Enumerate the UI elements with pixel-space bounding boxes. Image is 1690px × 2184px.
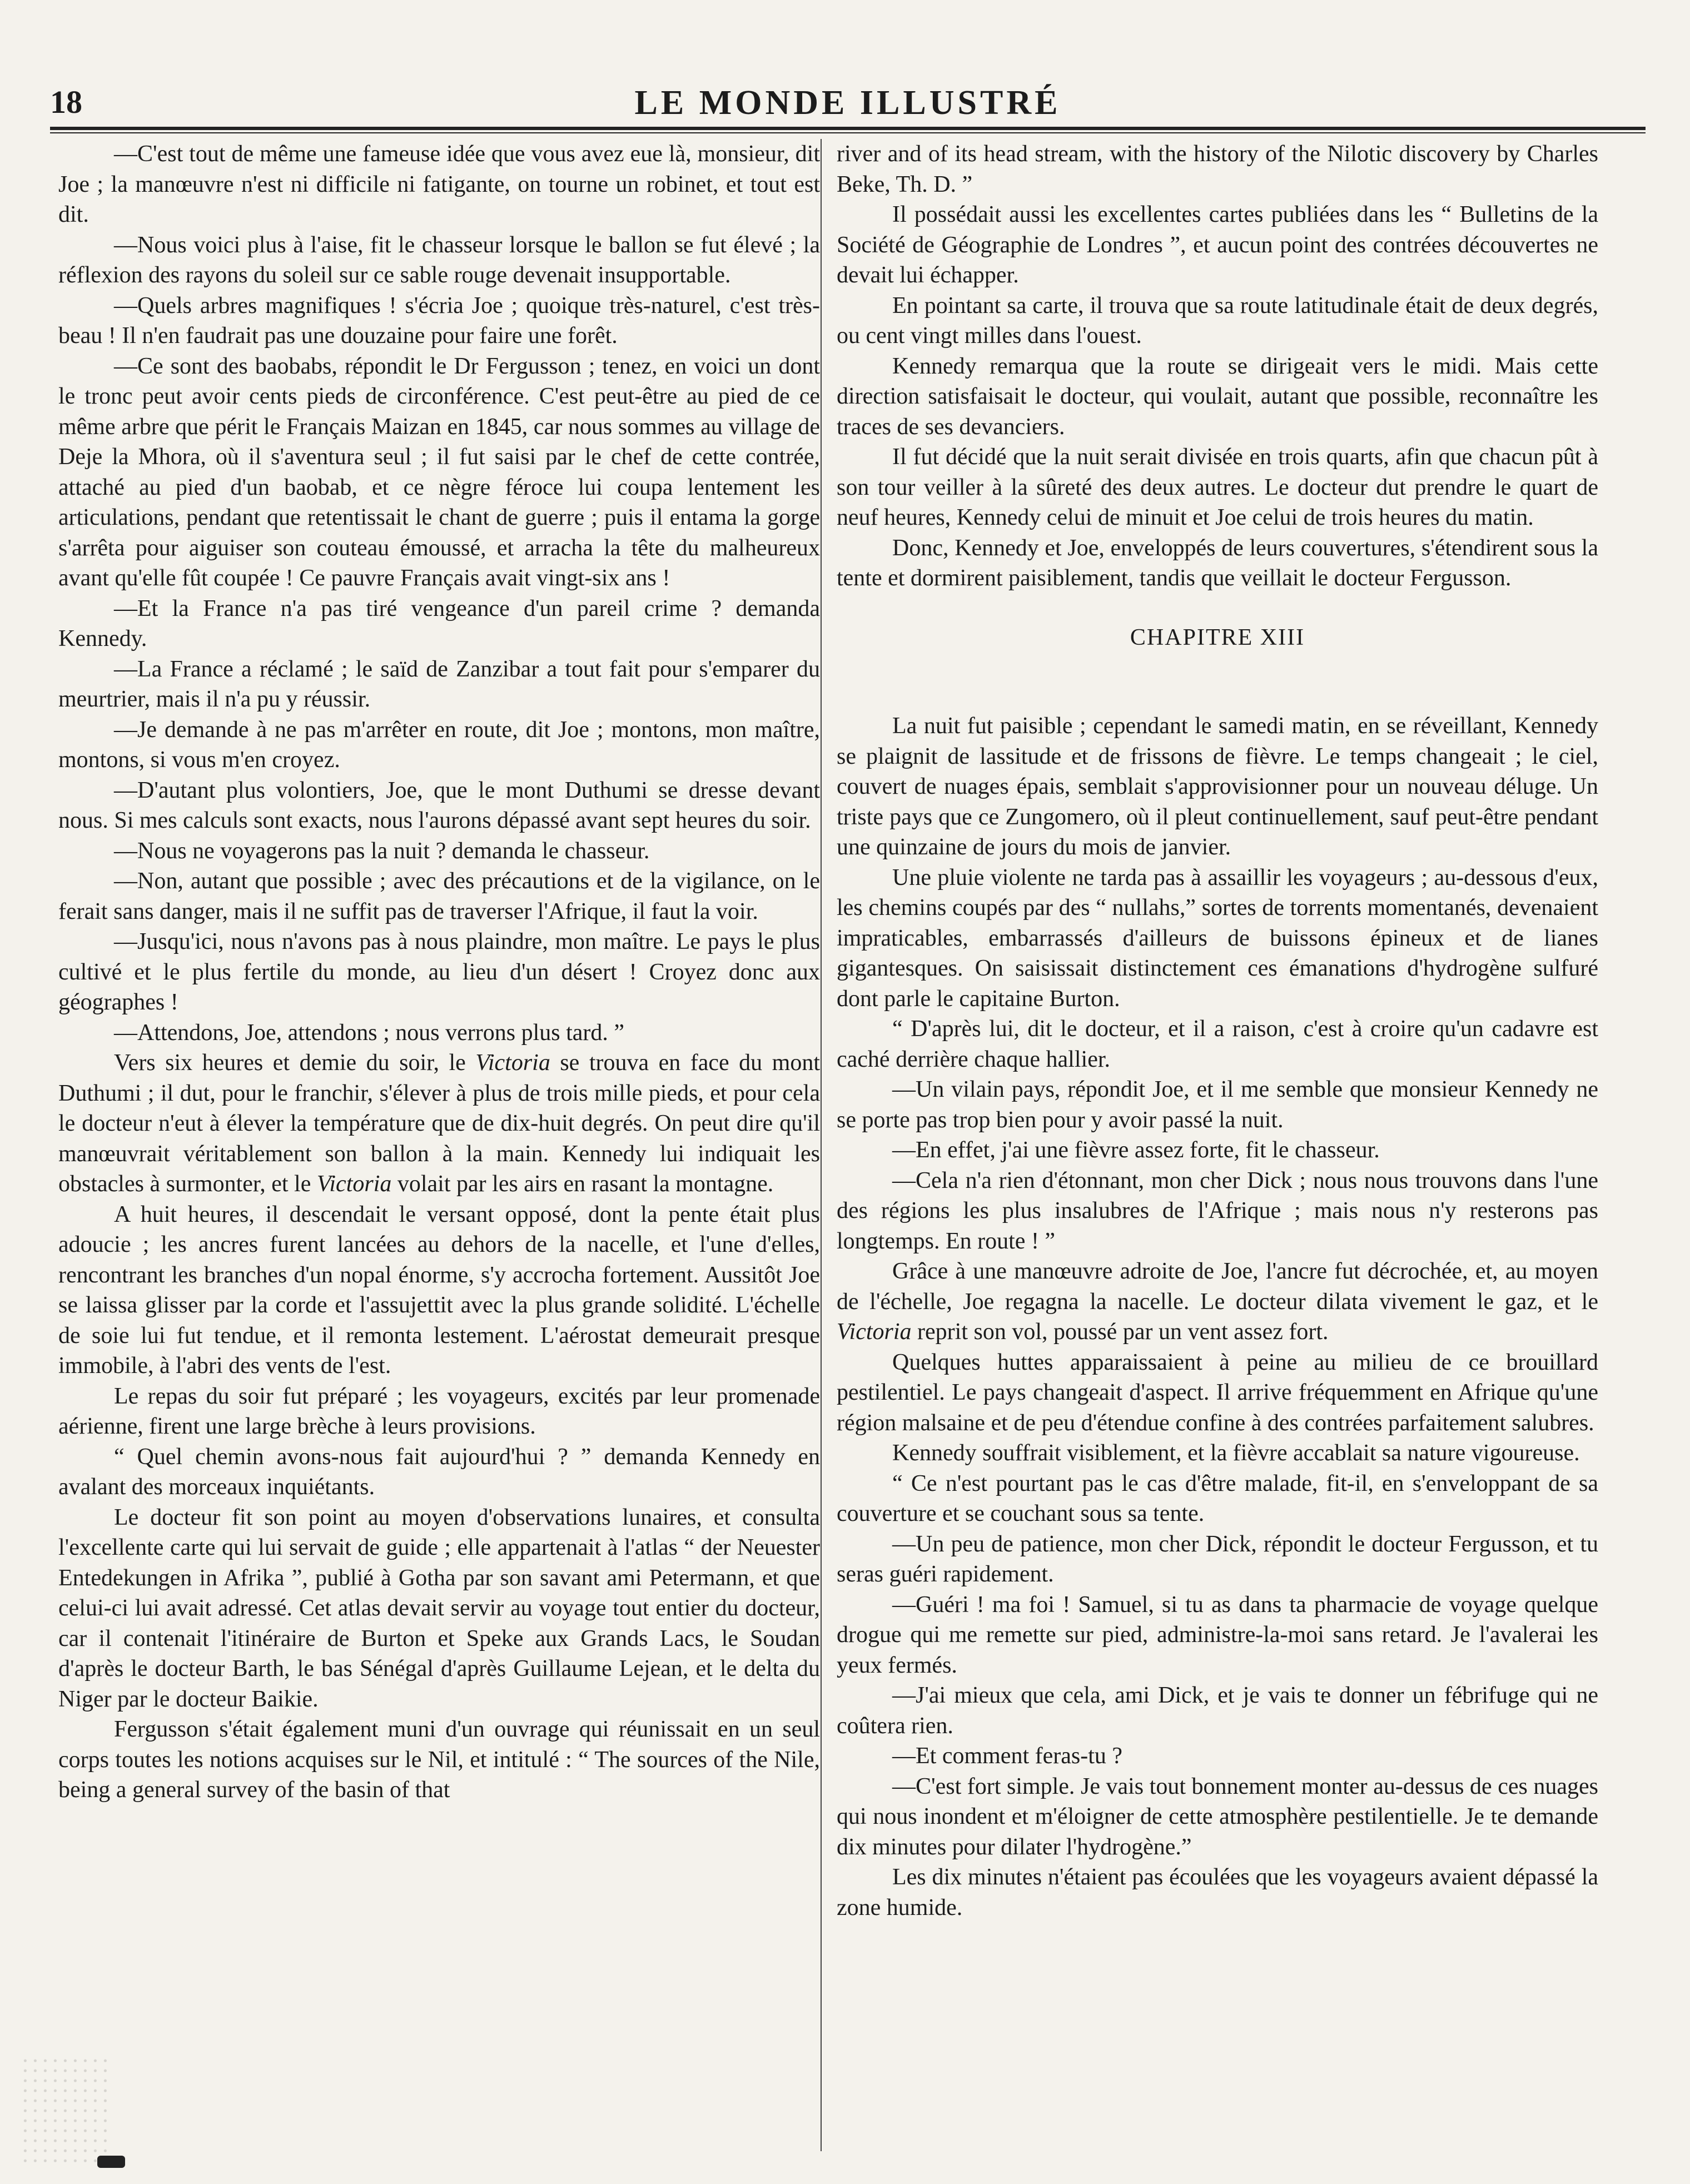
paragraph: —En effet, j'ai une fièvre assez forte, fit le chasseur. [892, 1137, 1380, 1163]
paragraph: —La France a réclamé ; le saïd de Zanzibar a tout fait pour s'emparer du meurtrier, mais il n'a pu y réussir. [58, 656, 820, 712]
paragraph: —Un vilain pays, répondit Joe, et il me semble que monsieur Kennedy ne se porte pas trop bien pour y avoir passé la nuit. [837, 1077, 1598, 1133]
paragraph: Quelques huttes apparaissaient à peine au milieu de ce brouillard pestilentiel. Le pays changeait d'aspect. Il arrive fréquemment en Afrique qu'une région malsaine et de peu d'étendue confine à des contrées parfaitement salubres. [837, 1349, 1598, 1436]
paragraph: —C'est fort simple. Je vais tout bonnement monter au-dessus de ces nuages qui nous inondent et m'éloigner de cette atmosphère pestilentielle. Je te demande dix minutes pour dilater l'hydrogène.” [837, 1773, 1598, 1860]
paragraph: Kennedy souffrait visiblement, et la fièvre accablait sa nature vigoureuse. [892, 1440, 1580, 1466]
text-run: Grâce à une manœuvre adroite de Joe, l'ancre fut décrochée, et, au moyen de l'échelle, Joe regagna la nacelle. Le docteur dilata vivement le gaz, et le [837, 1258, 1598, 1315]
text-run: reprit son vol, poussé par un vent assez fort. [911, 1319, 1329, 1345]
paragraph: —Cela n'a rien d'étonnant, mon cher Dick ; nous nous trouvons dans l'une des régions les plus insalubres de l'Afrique ; mais nous n'y resterons pas longtemps. En route ! ” [837, 1167, 1598, 1254]
paragraph: —Et la France n'a pas tiré vengeance d'un pareil crime ? demanda Kennedy. [58, 595, 820, 651]
paragraph: —D'autant plus volontiers, Joe, que le mont Duthumi se dresse devant nous. Si mes calculs sont exacts, nous l'aurons dépassé avant sept heures du soir. [58, 777, 820, 833]
right-column [837, 139, 1598, 1923]
paragraph: —Guéri ! ma foi ! Samuel, si tu as dans ta pharmacie de voyage quelque drogue qui me remette sur pied, administre-la-moi sans retard. Je l'avalerai les yeux fermés. [837, 1591, 1598, 1678]
ink-blot [97, 2156, 125, 2168]
paragraph: —Attendons, Joe, attendons ; nous verrons plus tard. ” [114, 1019, 625, 1046]
paragraph: La nuit fut paisible ; cependant le samedi matin, en se réveillant, Kennedy se plaignit de lassitude et de frissons de fièvre. Le temps changeait ; le ciel, couvert de nuages épais, semblait s'approvisionner pour un nouveau déluge. Un triste pays que ce Zungomero, où il pleut continuellement, sauf peut-être pendant une quinzaine de jours du mois de janvier. [837, 713, 1598, 860]
paragraph: —Ce sont des baobabs, répondit le Dr Fergusson ; tenez, en voici un dont le tronc peut avoir cents pieds de circonférence. C'est peut-être au pied de ce même arbre que périt le Français Maizan en 1845, car nous sommes au village de Deje la Mhora, où il s'aventura seul ; il fut saisi par le chef de cette contrée, attaché au pied d'un baobab, et ce nègre féroce lui coupa lentement les articulations, pendant que retentissait le chant de guerre ; puis il entama la gorge s'arrêta pour aiguiser son couteau émoussé, et arracha la tête du malheureux avant qu'elle fût coupée ! Ce pauvre Français avait vingt-six ans ! [58, 353, 820, 591]
paragraph: —C'est tout de même une fameuse idée que vous avez eue là, monsieur, dit Joe ; la manœuvre n'est ni difficile ni fatigante, on tourne un robinet, et tout est dit. [58, 141, 820, 227]
paragraph: Le docteur fit son point au moyen d'observations lunaires, et consulta l'excellente carte qui lui servait de guide ; elle appartenait à l'atlas “ der Neuester Entedekungen in Afrika ”, publié à Gotha par son savant ami Petermann, et que celui-ci lui avait adressé. Cet atlas devait servir au voyage tout entier du docteur, car il contenait l'itinéraire de Burton et Speke aux Grands Lacs, le Soudan d'après le docteur Barth, le bas Sénégal d'après Guillaume Lejean, et le delta du Niger par le docteur Baikie. [58, 1504, 820, 1712]
paragraph: Il fut décidé que la nuit serait divisée en trois quarts, afin que chacun pût à son tour veiller à la sûreté des deux autres. Le docteur dut prendre le quart de neuf heures, Kennedy celui de minuit et Joe celui de trois heures du matin. [837, 444, 1598, 530]
left-column [58, 139, 820, 1805]
paragraph: —Nous voici plus à l'aise, fit le chasseur lorsque le ballon se fut élevé ; la réflexion des rayons du soleil sur ce sable rouge devenait insupportable. [58, 232, 820, 288]
paragraph: Fergusson s'était également muni d'un ouvrage qui réunissait en un seul corps toutes les notions acquises sur le Nil, et intitulé : “ The sources of the Nile, being a general survey of the basin of that [58, 1717, 820, 1803]
paragraph: Kennedy remarqua que la route se dirigeait vers le midi. Mais cette direction satisfaisait le docteur, qui voulait, autant que possible, reconnaître les traces de ses devanciers. [837, 353, 1598, 440]
paragraph: —Non, autant que possible ; avec des précautions et de la vigilance, on le ferait sans danger, mais il ne suffit pas de traverser l'Afrique, il faut la voir. [58, 868, 820, 924]
paragraph: A huit heures, il descendait le versant opposé, dont la pente était plus adoucie ; les ancres furent lancées au dehors de la nacelle, et l'une d'elles, rencontrant les branches d'un nopal énorme, s'y accrocha fortement. Aussitôt Joe se laissa glisser par la corde et l'assujettit avec la plus grande solidité. L'échelle de soie lui fut tendue, et il remonta lestement. L'aérostat demeurait presque immobile, à l'abri des vents de l'est. [58, 1201, 820, 1379]
ship-name: Victoria [837, 1319, 912, 1345]
page-number: 18 [50, 84, 82, 120]
text-run: Vers six heures et demie du soir, le [114, 1050, 476, 1076]
paragraph [58, 1048, 820, 1200]
paragraph: Le repas du soir fut préparé ; les voyageurs, excités par leur promenade aérienne, firent une large brèche à leurs provisions. [58, 1383, 820, 1439]
text-run: volait par les airs en rasant la montagne. [391, 1171, 774, 1197]
paragraph: —Jusqu'ici, nous n'avons pas à nous plaindre, mon maître. Le pays le plus cultivé et le plus fertile du monde, au lieu d'un désert ! Croyez donc aux géographes ! [58, 929, 820, 1015]
paragraph: —Un peu de patience, mon cher Dick, répondit le docteur Fergusson, et tu seras guéri rapidement. [837, 1531, 1598, 1587]
ship-name: Victoria [316, 1171, 392, 1197]
paragraph: Il possédait aussi les excellentes cartes publiées dans les “ Bulletins de la Société de Géographie de Londres ”, et aucun point des contrées découvertes ne devait lui échapper. [837, 202, 1598, 288]
paragraph: —J'ai mieux que cela, ami Dick, et je vais te donner un fébrifuge qui ne coûtera rien. [837, 1683, 1598, 1739]
ship-name: Victoria [475, 1050, 550, 1076]
column-divider [821, 139, 822, 2151]
paragraph: En pointant sa carte, il trouva que sa route latitudinale était de deux degrés, ou cent vingt milles dans l'ouest. [837, 292, 1598, 349]
page-header [50, 83, 1646, 128]
header-rule [50, 127, 1646, 130]
header-rule-thin [50, 132, 1646, 133]
paragraph: —Nous ne voyagerons pas la nuit ? demanda le chasseur. [114, 838, 650, 864]
paragraph [837, 1256, 1598, 1347]
chapter-heading: CHAPITRE XIII [1130, 624, 1305, 650]
masthead-title: LE MONDE ILLUSTRÉ [634, 84, 1061, 122]
paragraph: “ Ce n'est pourtant pas le cas d'être malade, fit-il, en s'enveloppant de sa couverture et se couchant sous sa tente. [837, 1470, 1598, 1526]
paragraph: Donc, Kennedy et Joe, enveloppés de leurs couvertures, s'étendirent sous la tente et dormirent paisiblement, tandis que veillait le docteur Fergusson. [837, 535, 1598, 591]
print-speckle [22, 2057, 111, 2162]
paragraph: Les dix minutes n'étaient pas écoulées que les voyageurs avaient dépassé la zone humide. [837, 1864, 1598, 1921]
paragraph: river and of its head stream, with the history of the Nilotic discovery by Charles Beke, Th. D. ” [837, 141, 1598, 197]
paragraph: “ D'après lui, dit le docteur, et il a raison, c'est à croire qu'un cadavre est caché derrière chaque hallier. [837, 1016, 1598, 1072]
paragraph: —Quels arbres magnifiques ! s'écria Joe ; quoique très-naturel, c'est très-beau ! Il n'en faudrait pas une douzaine pour faire une forêt. [58, 292, 820, 349]
paragraph: —Je demande à ne pas m'arrêter en route, dit Joe ; montons, mon maître, montons, si vous m'en croyez. [58, 717, 820, 773]
paragraph: “ Quel chemin avons-nous fait aujourd'hui ? ” demanda Kennedy en avalant des morceaux inquiétants. [58, 1444, 820, 1500]
paragraph: —Et comment feras-tu ? [892, 1743, 1123, 1769]
paragraph: Une pluie violente ne tarda pas à assaillir les voyageurs ; au-dessous d'eux, les chemins coupés par des “ nullahs,” sortes de torrents momentanés, devenaient impraticables, embarrassés d'ailleurs de buissons épineux et de lianes gigantesques. On saisissait distinctement ces émanations d'hydrogène sulfuré dont parle le capitaine Burton. [837, 864, 1598, 1012]
text-run: se trouva en face du mont Duthumi ; il dut, pour le franchir, s'élever à plus de trois mille pieds, et pour cela le docteur n'eut à élever la température que de dix-huit degrés. On peut dire qu'il manœuvrait véritablement son ballon à la main. Kennedy lui indiquait les obstacles à surmonter, et le [58, 1050, 820, 1197]
